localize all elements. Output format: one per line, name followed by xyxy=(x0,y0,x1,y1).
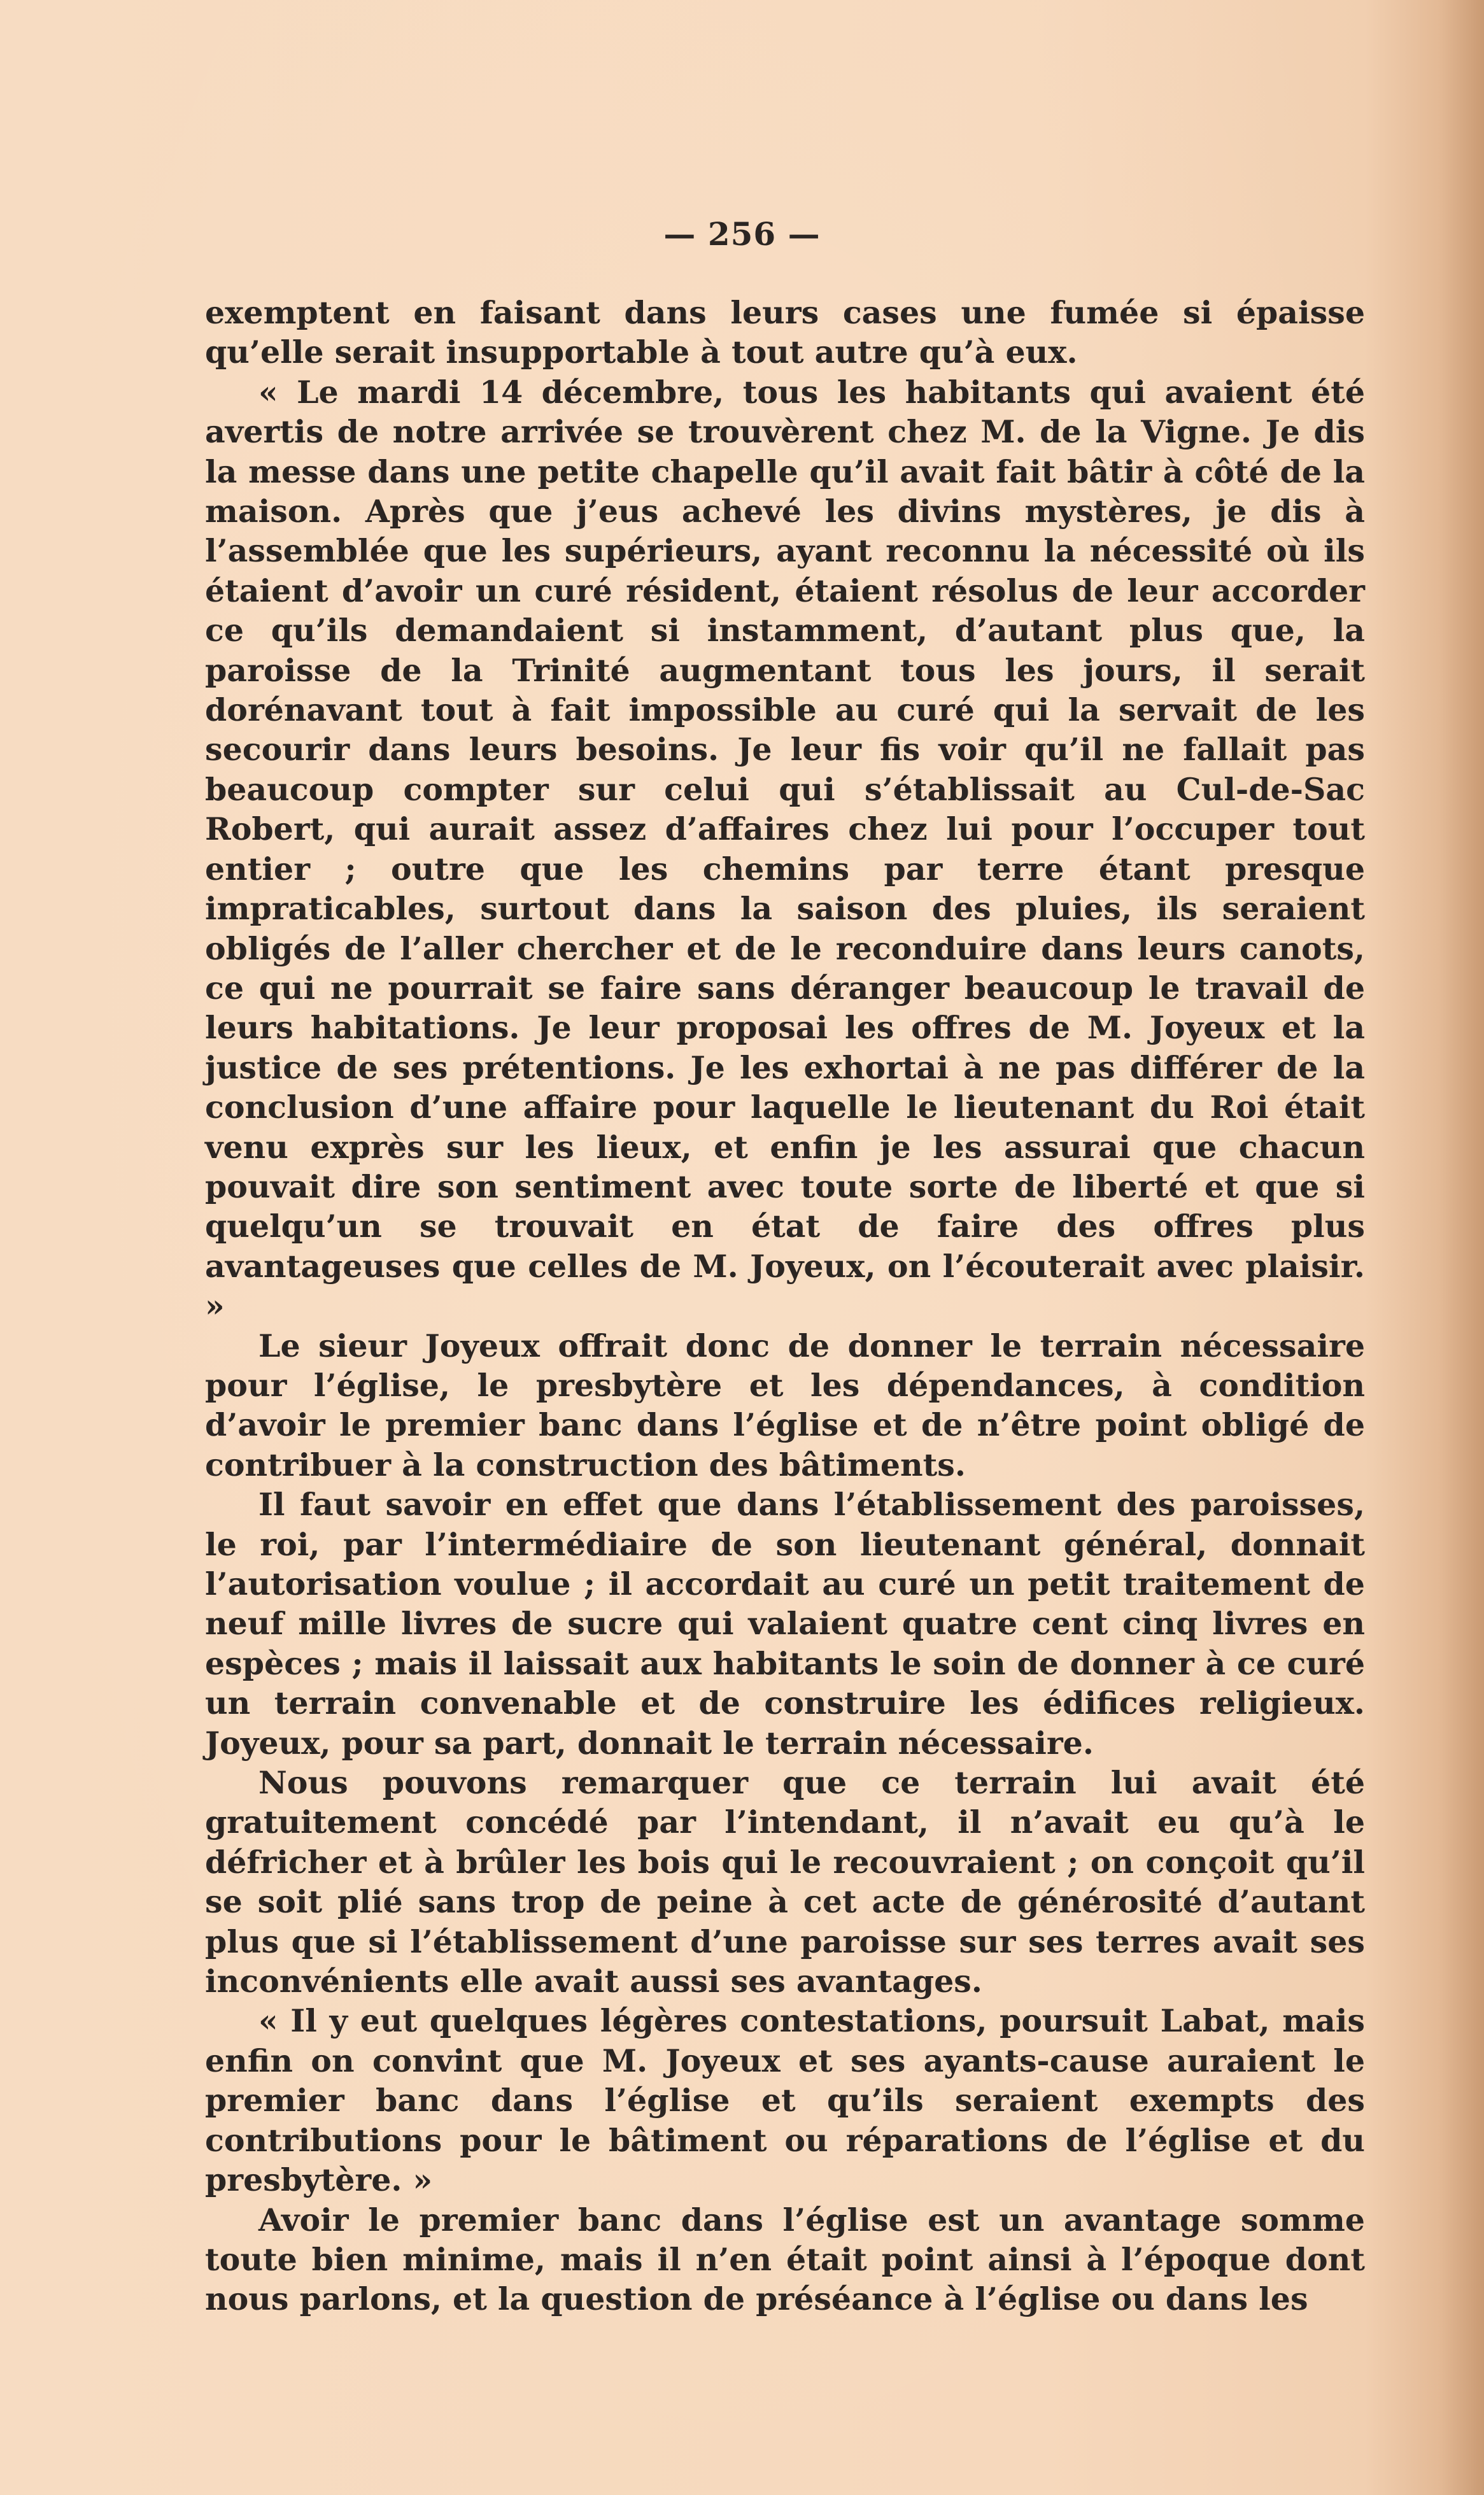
paragraph-first-pew: Avoir le premier banc dans l’église est un avantage somme toute bien minime, mais il n’en était point ainsi à l’époque dont nous parlons, et la question de préséance à l’église ou dans les xyxy=(205,2201,1365,2318)
paragraph-joyeux-offer: Le sieur Joyeux offrait donc de donner le terrain nécessaire pour l’église, le presbytère et les dépendances, à condition d’avoir le premier banc dans l’église et de n’être point obligé de contribuer à la construction des bâtiments. xyxy=(205,1327,1365,1483)
paragraph-labat-quote: « Le mardi 14 décembre, tous les habitants qui avaient été avertis de notre arrivée se trouvèrent chez M. de la Vigne. Je dis la messe dans une petite chapelle qu’il avait fait bâtir à côté de la maison. Après que j’eus achevé les divins mystères, je dis à l’assemblée que les supérieurs, ayant reconnu la nécessité où ils étaient d’avoir un curé résident, étaient résolus de leur accorder ce qu’ils demandaient si instamment, d’autant plus que, la paroisse de la Trinité augmentant tous les jours, il serait dorénavant tout à fait impossible au curé qui la servait de les secourir dans leurs besoins. Je leur fis voir qu’il ne fallait pas beaucoup compter sur celui qui s’établissait au Cul-de-Sac Robert, qui aurait assez d’affaires chez lui pour l’occuper tout entier ; outre que les chemins par terre étant presque impraticables, surtout dans la saison des pluies, ils seraient obligés de l’aller chercher et de le reconduire dans leurs canots, ce qui ne pourrait se faire sans déranger beaucoup le travail de leurs habitations. Je leur proposai les offres de M. Joyeux et la justice de ses prétentions. Je les exhortai à ne pas différer de la conclusion d’une affaire pour laquelle le lieutenant du Roi était venu exprès sur les lieux, et enfin je les assurai que chacun pouvait dire son sentiment avec toute sorte de liberté et que si quelqu’un se trouvait en état de faire des offres plus avantageuses que celles de M. Joyeux, on l’écouterait avec plaisir. » xyxy=(205,373,1365,1325)
paragraph-parish-establishment: Il faut savoir en effet que dans l’établissement des paroisses, le roi, par l’intermédiaire de son lieutenant général, donnait l’autorisation voulue ; il accordait au curé un petit traitement de neuf mille livres de sucre qui valaient quatre cent cinq livres en espèces ; mais il laissait aux habitants le soin de donner à ce curé un terrain convenable et de construire les édifices religieux. Joyeux, pour sa part, donnait le terrain nécessaire. xyxy=(205,1486,1365,1762)
paragraph-contestations-quote: « Il y eut quelques légères contestations, poursuit Labat, mais enfin on convint que M. Joyeux et ses ayants-cause auraient le premier banc dans l’église et qu’ils seraient exempts des contributions pour le bâtiment ou réparations de l’église et du presbytère. » xyxy=(205,2002,1365,2199)
page-number: — 256 — xyxy=(663,215,821,253)
body-text xyxy=(205,293,1365,2319)
paragraph-continuation: exemptent en faisant dans leurs cases une fumée si épaisse qu’elle serait insupportable à tout autre qu’à eux. xyxy=(205,294,1365,371)
paragraph-land-grant: Nous pouvons remarquer que ce terrain lui avait été gratuitement concédé par l’intendant, il n’avait eu qu’à le défricher et à brûler les bois qui le recouvraient ; on conçoit qu’il se soit plié sans trop de peine à cet acte de générosité d’autant plus que si l’établissement d’une paroisse sur ses terres avait ses inconvénients elle avait aussi ses avantages. xyxy=(205,1764,1365,2000)
